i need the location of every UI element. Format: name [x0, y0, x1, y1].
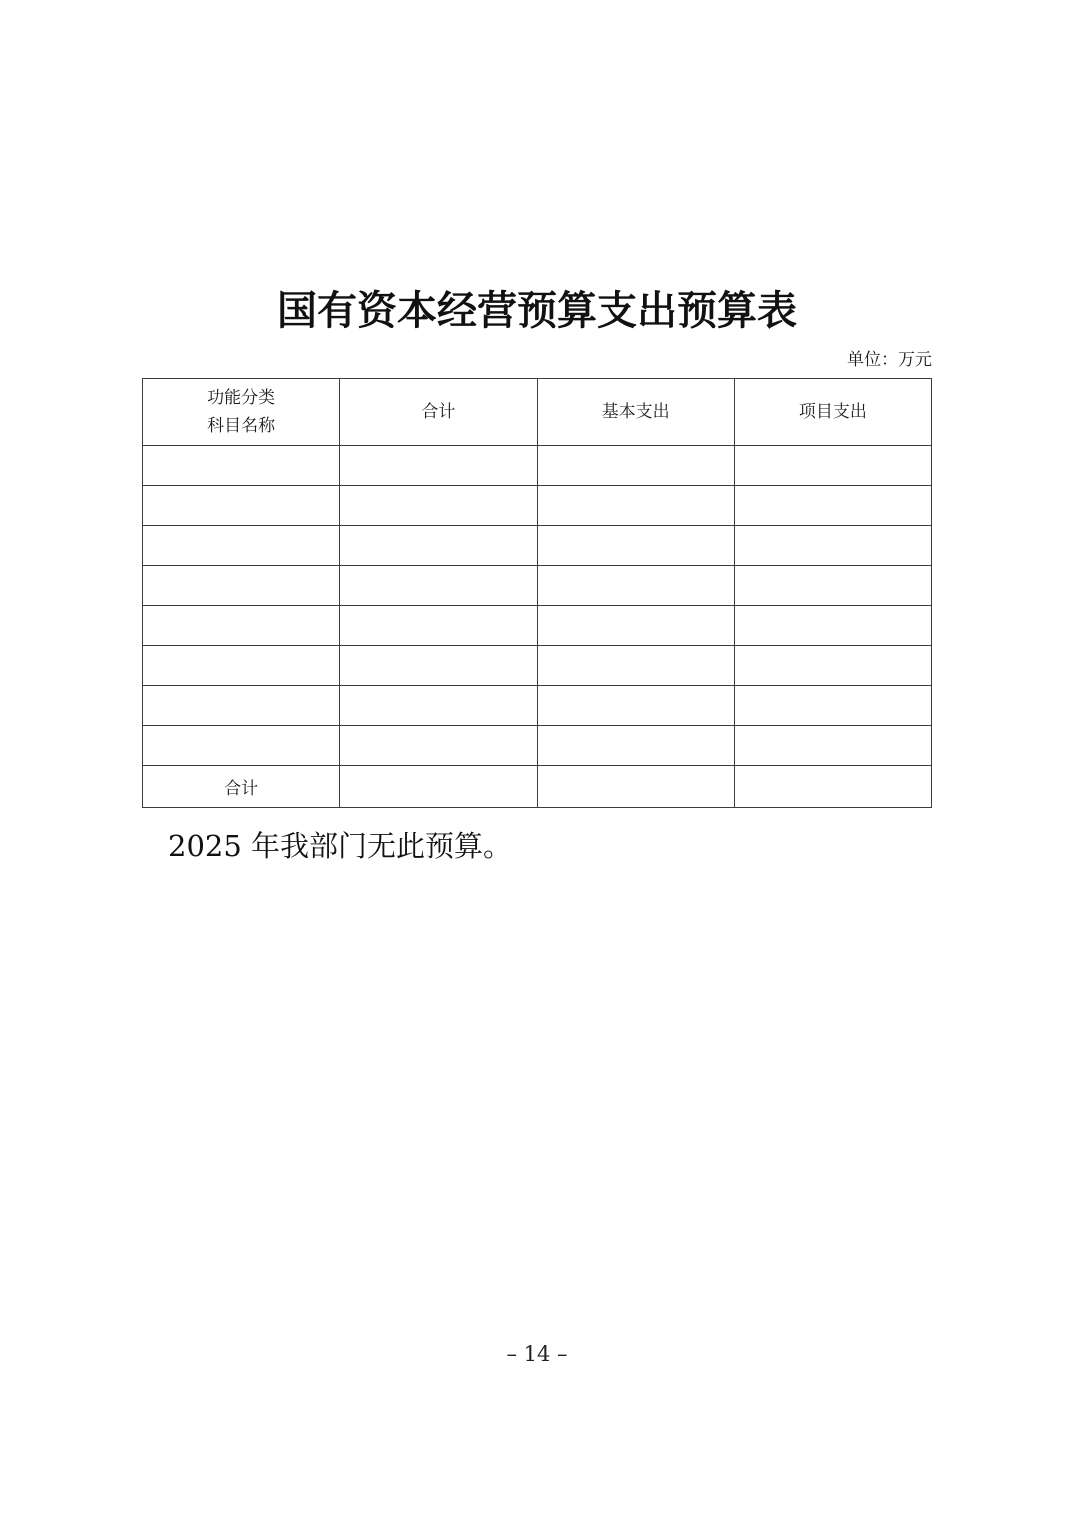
- table-footer-row: [143, 766, 932, 808]
- table-row: [143, 686, 932, 726]
- table-cell: [537, 526, 734, 566]
- table-cell: [537, 766, 734, 808]
- table-row: [143, 486, 932, 526]
- table-cell: [143, 646, 340, 686]
- table-cell: [734, 606, 931, 646]
- header-function-category: [143, 379, 340, 446]
- table-body: [143, 446, 932, 766]
- table-cell: [340, 486, 537, 526]
- table-cell: [340, 606, 537, 646]
- table-cell: [537, 486, 734, 526]
- table-cell: [734, 646, 931, 686]
- table-cell: [340, 446, 537, 486]
- header-basic-expenditure: 基本支出: [537, 379, 734, 446]
- table-row: [143, 526, 932, 566]
- table-row: [143, 646, 932, 686]
- table-cell: [143, 686, 340, 726]
- footer-total-label: 合计: [143, 766, 340, 808]
- unit-label: 单位：万元: [847, 350, 932, 369]
- header-project-expenditure: 项目支出: [734, 379, 931, 446]
- header-total: 合计: [340, 379, 537, 446]
- table-cell: [734, 686, 931, 726]
- table-row: [143, 726, 932, 766]
- table-cell: [143, 526, 340, 566]
- table-cell: [340, 526, 537, 566]
- table-cell: [734, 566, 931, 606]
- table-cell: [340, 566, 537, 606]
- table-cell: [734, 726, 931, 766]
- table-header-row: [143, 379, 932, 446]
- note-text: 2025 年我部门无此预算。: [168, 829, 513, 863]
- header-function-category-line1: 功能分类: [207, 387, 276, 407]
- table-cell: [340, 646, 537, 686]
- page-number: – 14 –: [506, 1342, 568, 1366]
- table-cell: [340, 766, 537, 808]
- table-cell: [340, 686, 537, 726]
- table-cell: [537, 686, 734, 726]
- table-cell: [537, 566, 734, 606]
- table-cell: [734, 446, 931, 486]
- header-function-category-line2: 科目名称: [207, 416, 276, 435]
- table-cell: [143, 606, 340, 646]
- table-cell: [734, 526, 931, 566]
- table-cell: [734, 486, 931, 526]
- budget-table: [142, 378, 932, 808]
- table-cell: [537, 646, 734, 686]
- page-title: 国有资本经营预算支出预算表: [277, 289, 797, 333]
- table-cell: [734, 766, 931, 808]
- table-cell: [537, 726, 734, 766]
- table-cell: [537, 606, 734, 646]
- table-cell: [537, 446, 734, 486]
- table-cell: [143, 446, 340, 486]
- table-cell: [143, 726, 340, 766]
- table-row: [143, 606, 932, 646]
- table-cell: [143, 486, 340, 526]
- table-row: [143, 446, 932, 486]
- table-cell: [340, 726, 537, 766]
- table-cell: [143, 566, 340, 606]
- table-row: [143, 566, 932, 606]
